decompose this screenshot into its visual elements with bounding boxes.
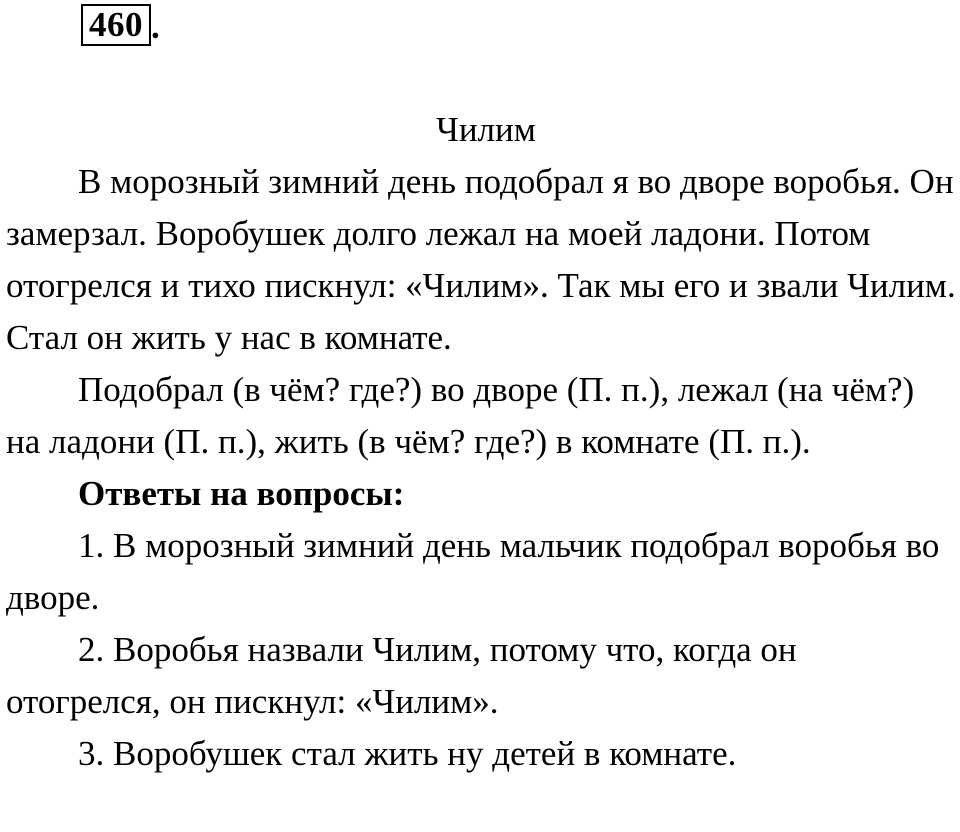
answer-item-3: 3. Воробушек стал жить ну детей в комнате. — [78, 734, 737, 773]
task-number-box: 460 — [81, 4, 151, 46]
answers-heading: Ответы на вопросы: — [78, 474, 405, 513]
task-number-dot: . — [151, 7, 160, 46]
story-title: Чилим — [436, 110, 536, 149]
task-number — [81, 4, 160, 46]
document-body — [6, 104, 956, 780]
answer-item-1: 1. В морозный зимний день мальчик подобрал воробья во дворе. — [6, 526, 940, 617]
analysis-paragraph: Подобрал (в чём? где?) во дворе (П. п.), лежал (на чём?) на ладони (П. п.), жить (в чём? где?) в комнате (П. п.). — [6, 370, 915, 461]
answer-item-2: 2. Воробья назвали Чилим, потому что, когда он отогрелся, он пискнул: «Чилим». — [6, 630, 797, 721]
story-paragraph: В морозный зимний день подобрал я во дворе воробья. Он замерзал. Воробушек долго лежал на моей ладони. Потом отогрелся и тихо пискнул: «Чилим». Так мы его и звали Чилим. Стал он жить у нас в комнате. — [6, 162, 956, 357]
